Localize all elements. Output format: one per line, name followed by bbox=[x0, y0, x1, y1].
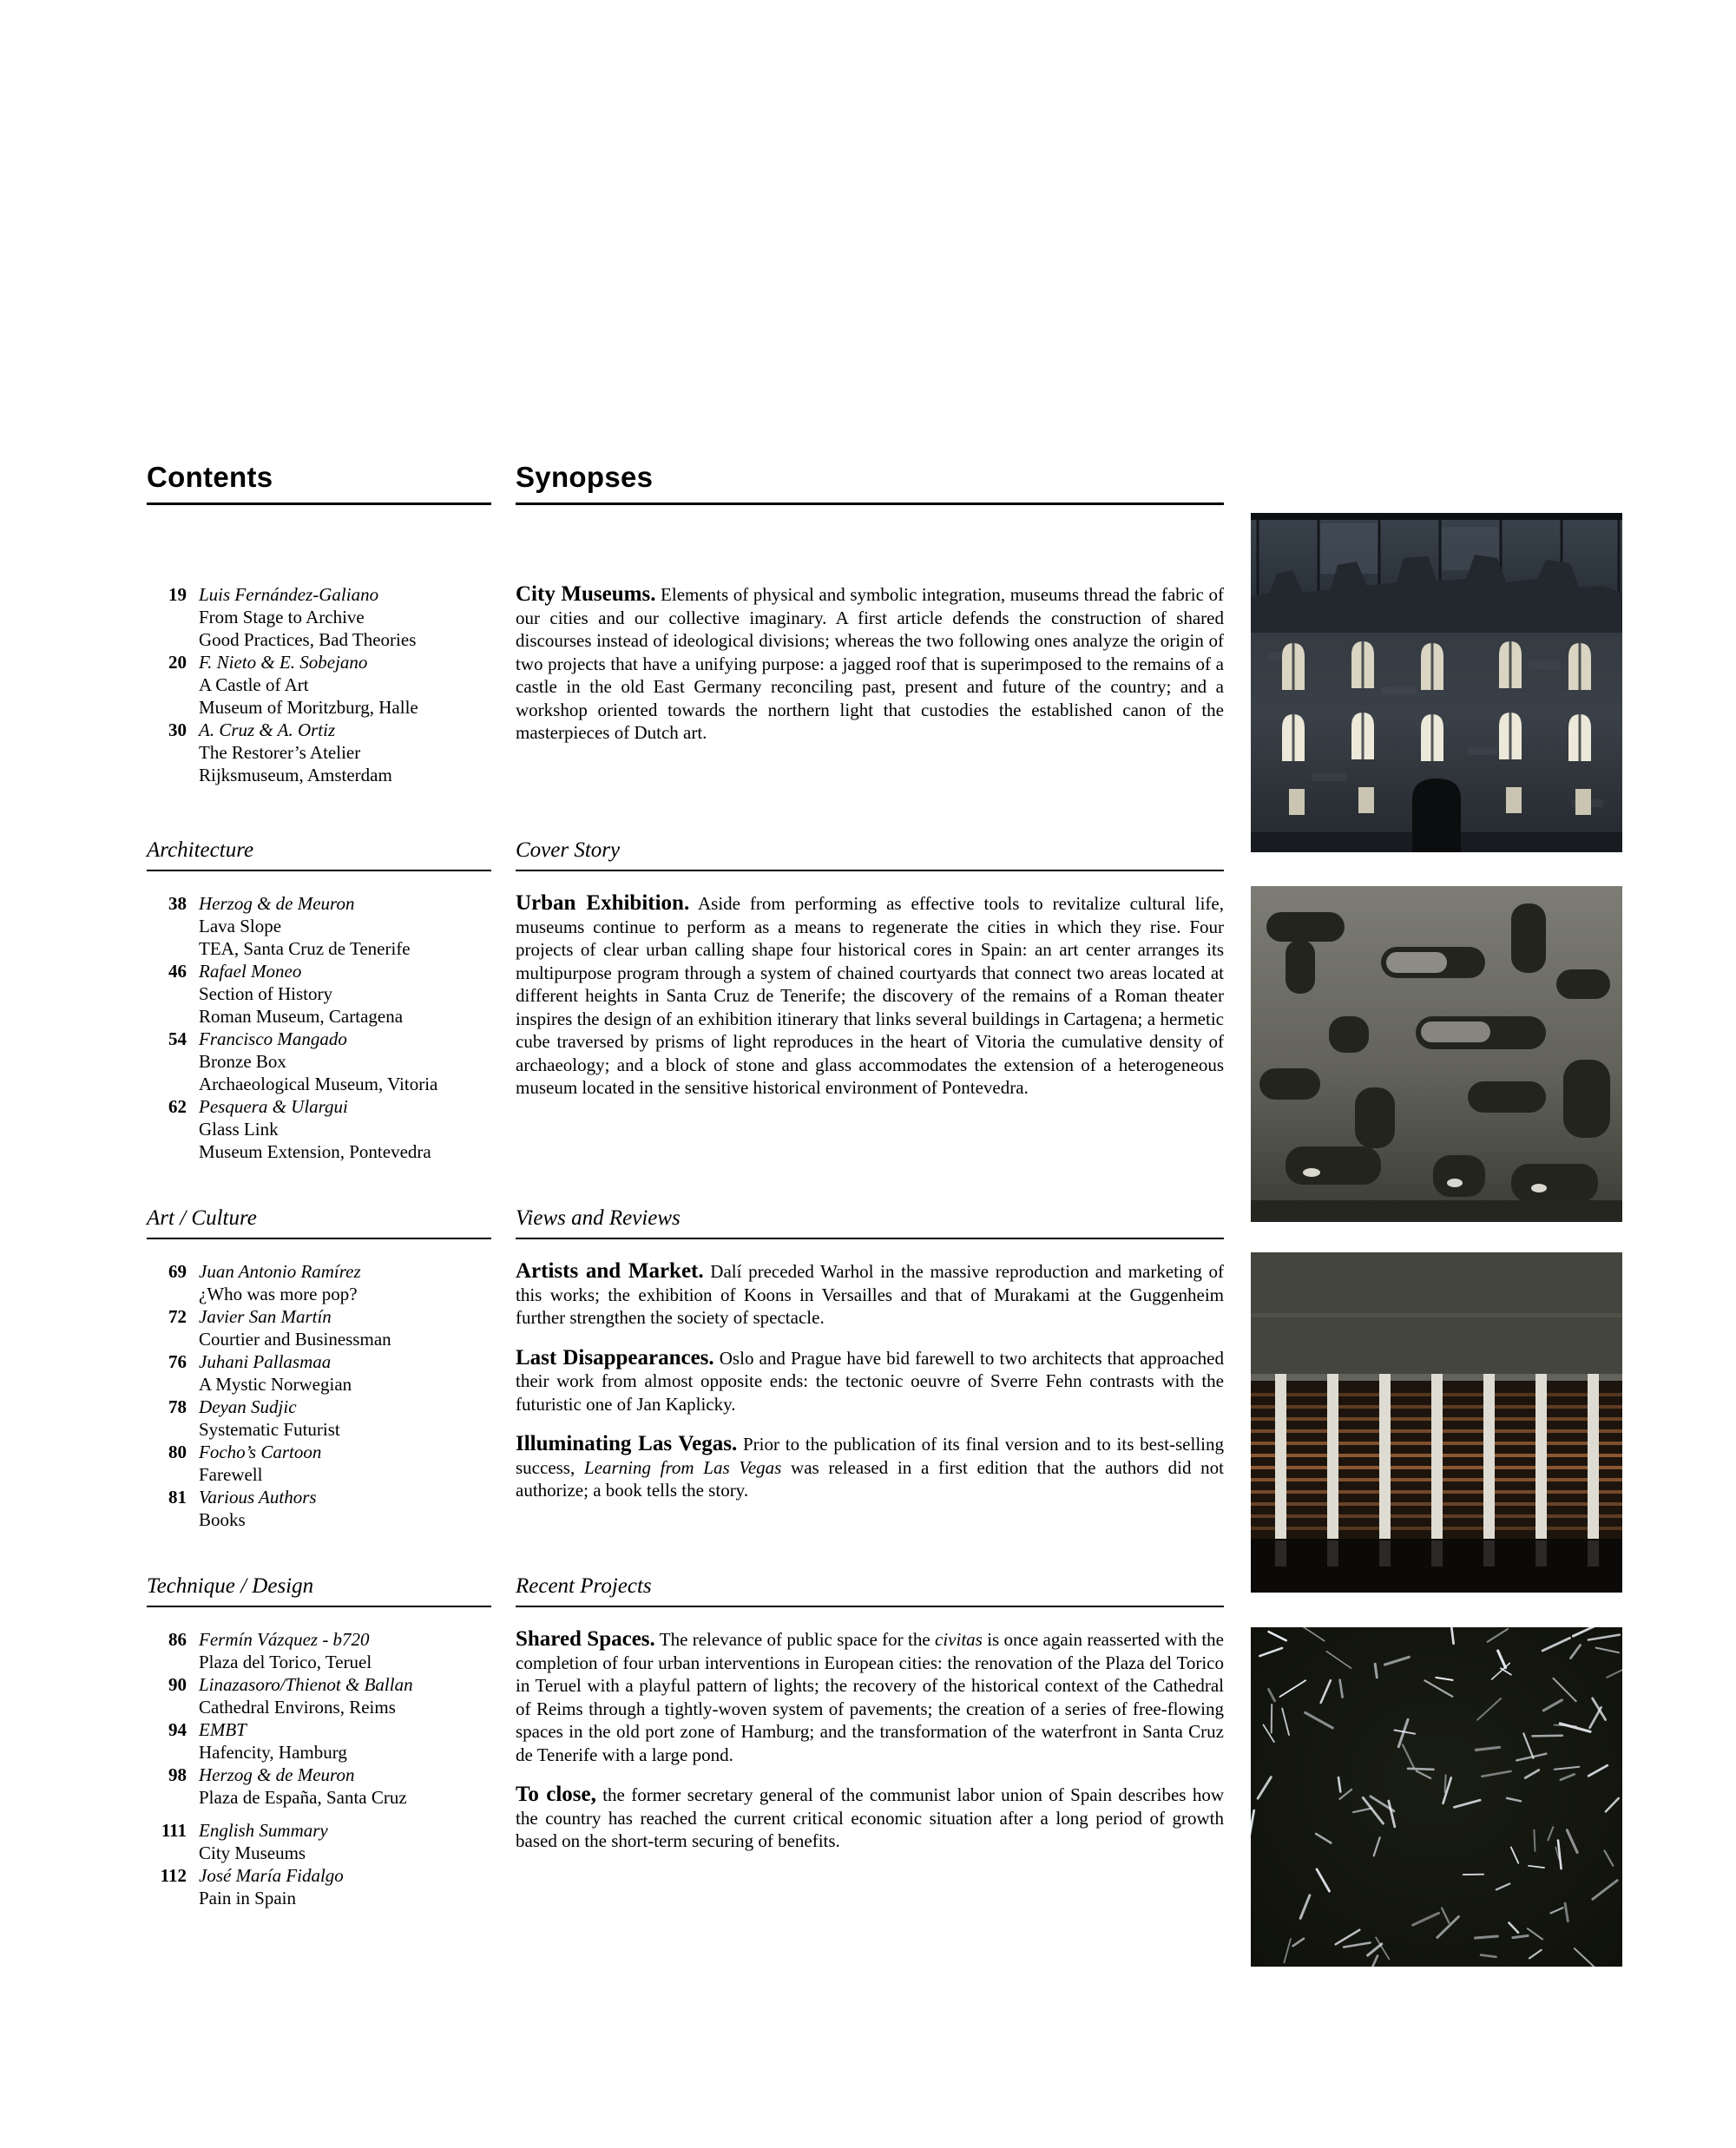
synopses-section-cover-story bbox=[516, 838, 1224, 1117]
toc-author: A. Cruz & A. Ortiz bbox=[199, 719, 336, 740]
toc-title-line: Lava Slope bbox=[199, 916, 282, 936]
toc-title-line: Farewell bbox=[199, 1464, 263, 1485]
toc-page-number: 81 bbox=[168, 1487, 187, 1508]
toc-author: F. Nieto & E. Sobejano bbox=[199, 652, 368, 673]
toc-page-number: 30 bbox=[168, 719, 187, 740]
contents-section-architecture bbox=[147, 838, 491, 1163]
toc-entry-text bbox=[199, 1095, 431, 1163]
toc-entry-text bbox=[199, 1864, 344, 1909]
synopses-header: Synopses bbox=[516, 461, 1224, 505]
synopsis-paragraph-urban-exhibition bbox=[516, 892, 1224, 1100]
toc-page-number: 72 bbox=[168, 1306, 187, 1327]
toc-entry-text bbox=[199, 1628, 372, 1673]
synopsis-paragraph-last-disappearances bbox=[516, 1347, 1224, 1416]
toc-page-number: 94 bbox=[168, 1719, 187, 1740]
toc-item bbox=[147, 1441, 491, 1486]
synopsis-lead: Last Disappearances. bbox=[516, 1345, 714, 1370]
toc-title-line: Systematic Futurist bbox=[199, 1419, 340, 1440]
toc-subtitle-line: TEA, Santa Cruz de Tenerife bbox=[199, 938, 411, 959]
toc-entry-text bbox=[199, 1718, 347, 1764]
toc-subtitle-line: Archaeological Museum, Vitoria bbox=[199, 1074, 438, 1094]
synopses-section-recent-projects bbox=[516, 1574, 1224, 1870]
toc-item bbox=[147, 960, 491, 1028]
synopsis-lead: City Museums. bbox=[516, 582, 656, 606]
toc-entry-text bbox=[199, 1819, 328, 1864]
toc-item bbox=[147, 1260, 491, 1305]
toc-title-line: Courtier and Businessman bbox=[199, 1329, 391, 1350]
toc-title-line: Section of History bbox=[199, 983, 332, 1004]
synopsis-text: Oslo and Prague have bid farewell to two architects that approached their work from almost opposite ends: the tectonic oeuvre of Sverre Fehn contrasts with the futuristic one of Jan Kaplicky. bbox=[516, 1347, 1224, 1415]
toc-item bbox=[147, 1718, 491, 1764]
synopses-section-views-reviews bbox=[516, 1206, 1224, 1520]
toc-page-number: 46 bbox=[168, 961, 187, 982]
toc-author: Linazasoro/Thienot & Ballan bbox=[199, 1674, 413, 1695]
toc-author: Francisco Mangado bbox=[199, 1028, 347, 1049]
toc-item bbox=[147, 1028, 491, 1095]
toc-item bbox=[147, 1486, 491, 1531]
toc-item bbox=[147, 583, 491, 651]
toc-page-number: 80 bbox=[168, 1442, 187, 1462]
section-title-cover-story: Cover Story bbox=[516, 838, 1224, 871]
toc-entry-text bbox=[199, 1396, 340, 1441]
toc-title-line: Hafencity, Hamburg bbox=[199, 1742, 347, 1763]
toc-entry-text bbox=[199, 1673, 413, 1718]
toc-item bbox=[147, 892, 491, 960]
toc-subtitle-line: Rijksmuseum, Amsterdam bbox=[199, 765, 392, 785]
toc-item bbox=[147, 1673, 491, 1718]
toc-subtitle-line: Roman Museum, Cartagena bbox=[199, 1006, 404, 1027]
toc-page-number: 76 bbox=[168, 1351, 187, 1372]
castle-museum-facade-photo bbox=[1251, 513, 1622, 852]
toc-author: José María Fidalgo bbox=[199, 1865, 344, 1886]
synopsis-lead: Shared Spaces. bbox=[516, 1627, 655, 1651]
contents-header: Contents bbox=[147, 461, 491, 505]
toc-author: Herzog & de Meuron bbox=[199, 893, 355, 914]
section-title-technique-design: Technique / Design bbox=[147, 1574, 491, 1607]
toc-author: Various Authors bbox=[199, 1487, 317, 1508]
toc-page-number: 112 bbox=[160, 1865, 187, 1886]
synopsis-paragraph-artists-market bbox=[516, 1260, 1224, 1330]
synopsis-lead: Artists and Market. bbox=[516, 1259, 704, 1283]
toc-author: Fermín Vázquez - b720 bbox=[199, 1629, 370, 1650]
toc-title-line: Pain in Spain bbox=[199, 1888, 297, 1908]
toc-item bbox=[147, 1819, 491, 1864]
section-title-views-reviews: Views and Reviews bbox=[516, 1206, 1224, 1239]
toc-title-line: City Museums bbox=[199, 1843, 306, 1863]
toc-page-number: 98 bbox=[168, 1764, 187, 1785]
toc-entry-text bbox=[199, 1350, 352, 1396]
toc-title-line: Glass Link bbox=[199, 1119, 279, 1140]
toc-entry-text bbox=[199, 1260, 361, 1305]
synopsis-text: the former secretary general of the communist labor union of Spain describes how the country has reached the current critical economic situation after a long period of growth based on the short-term securing of benefits. bbox=[516, 1784, 1224, 1851]
synopsis-paragraph-city-museums bbox=[516, 583, 1224, 745]
toc-title-line: Bronze Box bbox=[199, 1051, 286, 1072]
toc-subtitle-line: Museum Extension, Pontevedra bbox=[199, 1141, 431, 1162]
synopsis-lead: Urban Exhibition. bbox=[516, 891, 690, 915]
synopsis-text: Prior to the publication of its final version and to its best-selling success, Learning from Las Vegas was released in a first edition that the authors did not authorize; a book tells the story. bbox=[516, 1434, 1225, 1501]
toc-title-line: A Mystic Norwegian bbox=[199, 1374, 352, 1395]
toc-entry-text bbox=[199, 583, 416, 651]
toc-page-number: 69 bbox=[168, 1261, 187, 1282]
toc-subtitle-line: Museum of Moritzburg, Halle bbox=[199, 697, 418, 718]
toc-author: Rafael Moneo bbox=[199, 961, 302, 982]
concrete-wall-voids-photo bbox=[1251, 886, 1622, 1222]
toc-entry-text bbox=[199, 960, 403, 1028]
toc-author: Herzog & de Meuron bbox=[199, 1764, 355, 1785]
toc-author: Juhani Pallasmaa bbox=[199, 1351, 332, 1372]
contents-section-technique-design bbox=[147, 1574, 491, 1909]
toc-title-line: Books bbox=[199, 1509, 246, 1530]
toc-entry-text bbox=[199, 1441, 321, 1486]
section-title-architecture: Architecture bbox=[147, 838, 491, 871]
toc-author: Javier San Martín bbox=[199, 1306, 332, 1327]
toc-page-number: 86 bbox=[168, 1629, 187, 1650]
toc-entry-text bbox=[199, 1305, 391, 1350]
toc-item bbox=[147, 1628, 491, 1673]
toc-title-line: The Restorer’s Atelier bbox=[199, 742, 361, 763]
toc-subtitle-line: Good Practices, Bad Theories bbox=[199, 629, 417, 650]
toc-title-line: Plaza del Torico, Teruel bbox=[199, 1652, 372, 1672]
synopsis-lead: Illuminating Las Vegas. bbox=[516, 1432, 738, 1455]
toc-author: EMBT bbox=[199, 1719, 247, 1740]
toc-page-number: 62 bbox=[168, 1096, 187, 1117]
toc-entry-text bbox=[199, 892, 411, 960]
toc-title-line: A Castle of Art bbox=[199, 674, 309, 695]
toc-page-number: 78 bbox=[168, 1396, 187, 1417]
toc-entry-text bbox=[199, 651, 418, 719]
synopses-section-front bbox=[516, 583, 1224, 762]
synopsis-text: Elements of physical and symbolic integration, museums thread the fabric of our cities and our collective imaginary. A first article defends the construction of shared discourses instead of ideological divisions; whereas the two following ones analyze the origin of two projects that have a unifying purpose: a jagged roof that is superimposed to the remains of a castle in the old East Germany reconciling past, present and future of the country; and a workshop oriented towards the northern light that custodies the established canon of the masterpieces of Dutch art. bbox=[516, 584, 1225, 743]
toc-item bbox=[147, 1305, 491, 1350]
toc-author: Pesquera & Ulargui bbox=[199, 1096, 348, 1117]
night-lights-pattern-photo bbox=[1251, 1627, 1622, 1967]
toc-page-number: 20 bbox=[168, 652, 187, 673]
toc-item bbox=[147, 1764, 491, 1809]
toc-page-number: 38 bbox=[168, 893, 187, 914]
contents-section-art-culture bbox=[147, 1206, 491, 1531]
toc-author: Deyan Sudjic bbox=[199, 1396, 297, 1417]
synopsis-paragraph-shared-spaces bbox=[516, 1628, 1224, 1766]
gallery-pillars-louvers-photo bbox=[1251, 1252, 1622, 1593]
section-title-art-culture: Art / Culture bbox=[147, 1206, 491, 1239]
toc-author: Juan Antonio Ramírez bbox=[199, 1261, 361, 1282]
synopsis-text: Dalí preceded Warhol in the massive reproduction and marketing of this works; the exhibition of Koons in Versailles and that of Murakami at the Guggenheim further strengthen the society of spectacle. bbox=[516, 1261, 1225, 1328]
contents-section-front bbox=[147, 583, 491, 786]
toc-page-number: 54 bbox=[168, 1028, 187, 1049]
synopsis-paragraph-illuminating-las-vegas bbox=[516, 1433, 1224, 1502]
section-title-recent-projects: Recent Projects bbox=[516, 1574, 1224, 1607]
toc-item bbox=[147, 1396, 491, 1441]
toc-item bbox=[147, 1095, 491, 1163]
synopsis-lead: To close, bbox=[516, 1783, 596, 1806]
synopsis-text: The relevance of public space for the civitas is once again reasserted with the completion of four urban interventions in European cities: the renovation of the Plaza del Torico in Teruel with a playful pattern of lights; the recovery of the historical context of the Cathedral of Reims through a tightly-woven system of pavements; the creation of a series of free-flowing spaces in the old port zone of Hamburg; and the transformation of the waterfront in Santa Cruz de Tenerife with a large pond. bbox=[516, 1629, 1224, 1765]
toc-title-line: From Stage to Archive bbox=[199, 607, 365, 627]
toc-page-number: 90 bbox=[168, 1674, 187, 1695]
toc-item bbox=[147, 1350, 491, 1396]
toc-item bbox=[147, 1864, 491, 1909]
toc-entry-text bbox=[199, 1028, 437, 1095]
toc-page-number: 19 bbox=[168, 584, 187, 605]
toc-entry-text bbox=[199, 1764, 407, 1809]
toc-page-number: 111 bbox=[161, 1820, 187, 1841]
toc-entry-text bbox=[199, 719, 392, 786]
toc-title-line: Cathedral Environs, Reims bbox=[199, 1697, 396, 1718]
synopsis-text: Aside from performing as effective tools to revitalize cultural life, museums continue to perform as a means to regenerate the cities in which they rise. Four projects of clear urban calling shape four historical cores in Spain: an art center arranges its multipurpose program through a system of chained courtyards that connect two areas located at different heights in Santa Cruz de Tenerife; the discovery of the remains of a Roman theater inspires the design of an exhibition itinerary that links several buildings in Cartagena; a hermetic cube traversed by prisms of light reproduces in the heart of Vitoria the cumulative density of archaeology; and a block of stone and glass accommodates the extension of a heterogeneous museum located in the sensitive historical environment of Pontevedra. bbox=[516, 893, 1224, 1098]
toc-title-line: Plaza de España, Santa Cruz bbox=[199, 1787, 407, 1808]
toc-author: Focho’s Cartoon bbox=[199, 1442, 322, 1462]
toc-title-line: ¿Who was more pop? bbox=[199, 1284, 358, 1304]
toc-item bbox=[147, 719, 491, 786]
toc-entry-text bbox=[199, 1486, 317, 1531]
synopsis-paragraph-to-close bbox=[516, 1783, 1224, 1853]
toc-item bbox=[147, 651, 491, 719]
toc-author: English Summary bbox=[199, 1820, 328, 1841]
toc-author: Luis Fernández-Galiano bbox=[199, 584, 379, 605]
